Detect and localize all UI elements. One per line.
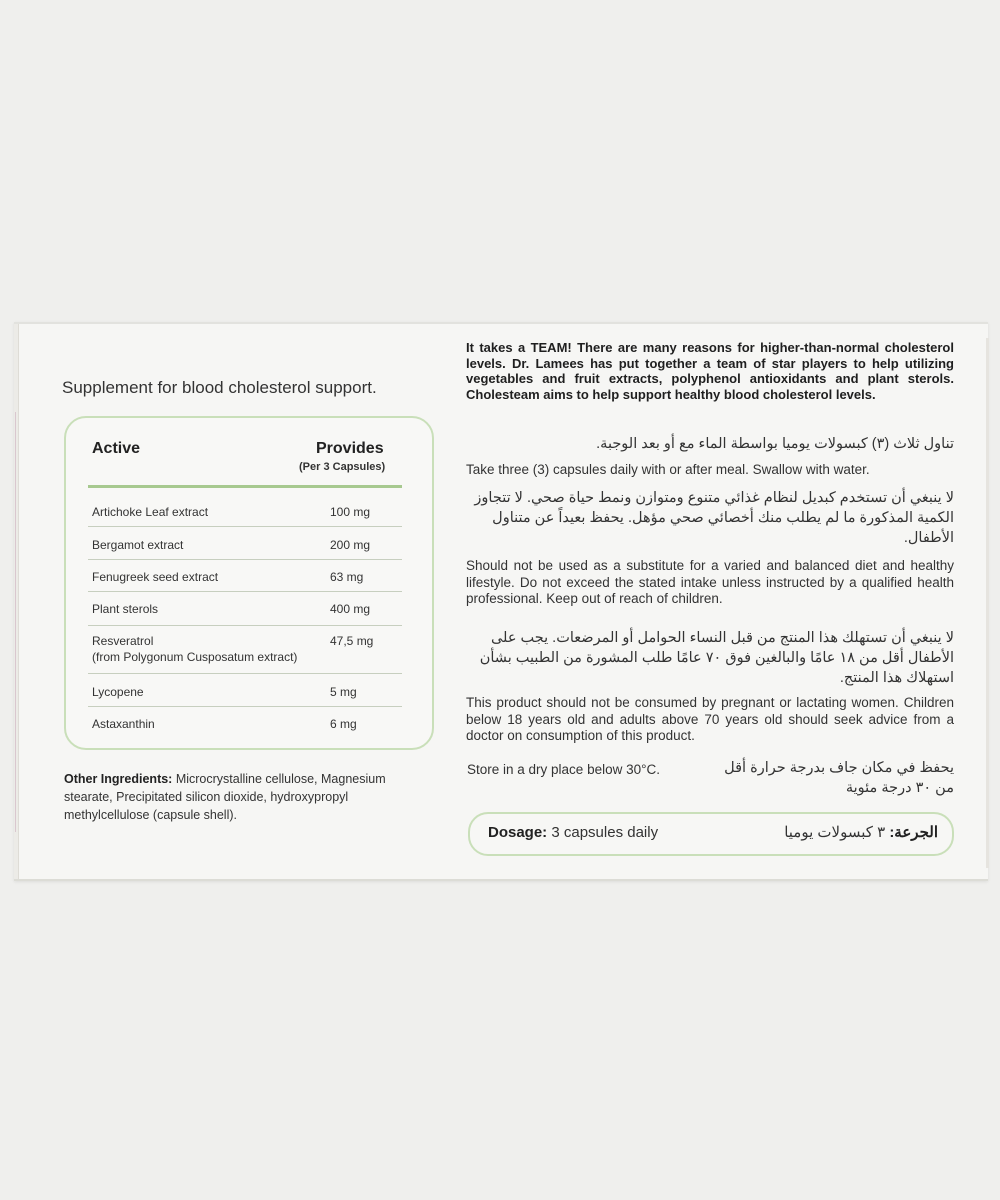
english-dose-instruction: Take three (3) capsules daily with or after meal. Swallow with water.: [466, 462, 870, 477]
header-divider: [88, 485, 402, 488]
ingredient-name: Lycopene: [92, 685, 144, 699]
ingredient-name-line1: Resveratrol: [92, 634, 154, 648]
arabic-storage: يحفظ في مكان جاف بدرجة حرارة أقل من ٣٠ درجة مئوية: [724, 760, 954, 796]
ingredient-amount: 5 mg: [330, 685, 357, 699]
other-ingredients: [64, 770, 434, 824]
ingredient-amount: 47,5 mg: [330, 634, 374, 648]
table-row: [88, 569, 402, 592]
ingredient-name-line2: (from Polygonum Cusposatum extract): [92, 650, 298, 664]
dosage-label: Dosage:: [488, 824, 548, 841]
arabic-warning: لا ينبغي أن تستخدم كبديل لنظام غذائي متنوع ومتوازن ونمط حياة صحي. لا تتجاوز الكمية المذكورة ما لم يطلب منك أخصائي صحي مؤهل. يحفظ بعيداً عن متناول الأطفال.: [474, 490, 954, 546]
dosage-value-arabic: ٣ كبسولات يوميا: [784, 824, 890, 841]
ingredient-name: Artichoke Leaf extract: [92, 505, 209, 519]
ingredient-name: Bergamot extract: [92, 538, 184, 552]
ingredient-amount: 6 mg: [330, 717, 357, 731]
supplement-title: Supplement for blood cholesterol support.: [62, 378, 377, 397]
dosage-english: [488, 824, 658, 841]
other-ingredients-text: Microcrystalline cellulose, Magnesium stearate, Precipitated silicon dioxide, hydroxypropyl methylcellulose (capsule shell).: [64, 772, 386, 822]
ingredient-amount: 200 mg: [330, 538, 371, 552]
ingredient-name: Astaxanthin: [92, 717, 155, 731]
arabic-dose-instruction: تناول ثلاث (٣) كبسولات يوميا بواسطة الماء مع أو بعد الوجبة.: [596, 436, 954, 452]
english-storage: Store in a dry place below 30°C.: [467, 762, 661, 777]
table-row: [88, 504, 402, 527]
ingredient-amount: 400 mg: [330, 602, 371, 616]
table-row: [88, 684, 402, 707]
dosage-arabic: [784, 823, 938, 841]
arabic-pregnancy-warning: لا ينبغي أن تستهلك هذا المنتج من قبل النساء الحوامل أو المرضعات. يجب على الأطفال أقل من ١٨ عامًا والبالغين فوق ٧٠ عامًا طلب المشورة من الطبيب بشأن استهلاك هذا المنتج.: [479, 630, 954, 686]
ingredient-name: Fenugreek seed extract: [92, 570, 219, 584]
header-per-capsules: (Per 3 Capsules): [299, 461, 386, 473]
table-row: [88, 537, 402, 560]
intro-paragraph: It takes a TEAM! There are many reasons for higher-than-normal cholesterol levels. Dr. Lamees has put together a team of star players to help utilizing vegetables and fruit extracts, polyphenol antioxidants and plant sterols. Cholesteam aims to help support healthy blood cholesterol levels.: [466, 340, 954, 402]
english-pregnancy-warning: This product should not be consumed by pregnant or lactating women. Children below 18 years old and adults above 70 years old should seek advice from a doctor on consumption of this product.: [466, 695, 954, 743]
ingredient-amount: 100 mg: [330, 505, 371, 519]
table-row: [88, 716, 402, 738]
header-active: Active: [92, 440, 141, 457]
ingredient-name: [92, 633, 297, 665]
english-warning: Should not be used as a substitute for a varied and balanced diet and healthy lifestyle. Do not exceed the stated intake unless instructed by a qualified health professional. Keep out of reach of children.: [466, 558, 954, 606]
table-row: [88, 601, 402, 626]
table-row: [88, 633, 402, 674]
box-right-flap: [986, 338, 989, 868]
ingredient-name: Plant sterols: [92, 602, 159, 616]
other-ingredients-label: Other Ingredients:: [64, 772, 173, 786]
dosage-value: 3 capsules daily: [547, 824, 659, 841]
ingredient-amount: 63 mg: [330, 570, 364, 584]
ingredients-table: [64, 416, 434, 750]
dosage-panel: [468, 812, 954, 856]
dosage-label-arabic: الجرعة:: [889, 824, 938, 841]
box-left-flap: [15, 412, 22, 832]
header-provides: Provides: [316, 440, 384, 457]
